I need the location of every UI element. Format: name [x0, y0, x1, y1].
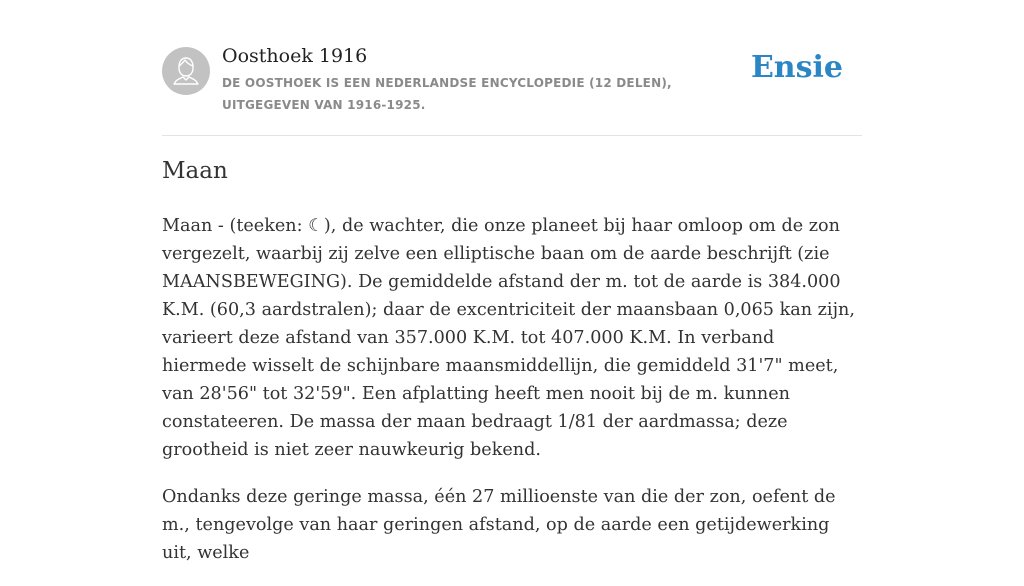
article-paragraph: Ondanks deze geringe massa, één 27 millioenste van die der zon, oefent de m., tengevolge van haar geringen afstand, op de aarde een getijdewerking uit, welke [162, 487, 836, 563]
article-body [162, 212, 862, 586]
source-description: DE OOSTHOEK IS EEN NEDERLANDSE ENCYCLOPEDIE (12 DELEN), UITGEGEVEN VAN 1916-1925. [222, 76, 672, 112]
source-header [162, 0, 862, 136]
user-placeholder-icon [162, 47, 210, 95]
article-paragraph: Maan - (teeken: ☾), de wachter, die onze planeet bij haar omloop om de zon vergezelt, waarbij zij zelve een elliptische baan om de aarde beschrijft (zie MAANSBEWEGING). De gemiddelde afstand der m. tot de aarde is 384.000 K.M. (60,3 aardstralen); daar de excentriciteit der maansbaan 0,065 kan zijn, varieert deze afstand van 357.000 K.M. tot 407.000 K.M. In verband hiermede wisselt de schijnbare maansmiddellijn, die gemiddeld 31'7" meet, van 28'56" tot 32'59". Een afplatting heeft men nooit bij de m. kunnen constateeren. De massa der maan bedraagt 1/81 der aardmassa; deze grootheid is niet zeer nauwkeurig bekend. [162, 216, 855, 460]
article-title: Maan [162, 158, 228, 184]
ensie-logo-link[interactable]: Ensie [750, 50, 843, 85]
source-title[interactable]: Oosthoek 1916 [222, 45, 368, 67]
